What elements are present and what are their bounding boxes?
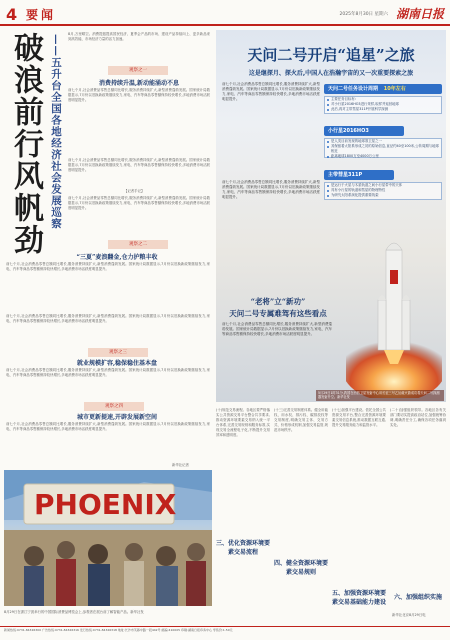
comet-fact: 具有小行星的轨道和彗星的物理特性 [325,188,441,193]
section-heading-4: 城市更新提速,开辟发展新空间 [76,414,158,421]
mission-goals-box [324,96,442,114]
section-body-4: 前七个月,社会消费品零售总额同比增长,服务消费持续扩大,新型消费蓬勃发展。国家统计局数据显示,7月份以旧换新政策继续发力,家电、汽车等商品零售额保持较快增长,多地消费市场活跃度明显提升。 [6,422,210,432]
section-body-2: 前七个月,社会消费品零售总额同比增长,服务消费持续扩大,新型消费蓬勃发展。国家统计局数据显示,7月份以旧换新政策继续发力,家电、汽车等商品零售额保持较快增长,多地消费市场活跃度明显提升。 [6,262,210,272]
byline-left: 新华社记者 [172,463,189,467]
mission-period-pill [324,84,442,94]
section-label-3: 观察之三 [88,348,148,357]
comet-pill: 主带彗星311P [324,170,394,180]
newspaper-logo: 湖南日报 [395,7,444,21]
lower-heading-1: 三、优化资源环境要素交易流程 [216,540,271,556]
section-heading-1: 消费持续升温,新动能涌动不息 [98,80,180,87]
section-heading-3: 就业规模扩容,稳保稳住基本盘 [76,360,158,367]
expo-photo-illustration [4,470,212,606]
section-label-1: 观察之一 [108,66,168,75]
asteroid-fact: 距离地球1800万至4000万公里 [325,154,441,159]
section-body-1b: 前七个月,社会消费品零售总额同比增长,服务消费持续扩大,新型消费蓬勃发展。国家统计局数据显示,7月份以旧换新政策继续发力,家电、汽车等商品零售额保持较快增长,多地消费市场活跃度明显提升。 [68,158,210,173]
intro-paragraph: 8月,万里晴空。消费提振提高国民经济、夏季会产品的市场、建设产品持续向上、更多新品来到高效能、市场经济力量的活力加速。 [68,32,210,42]
feature-body: 前七个月,社会消费品零售总额同比增长,服务消费持续扩大,新型消费蓬勃发展。国家统计局数据显示,7月份以旧换新政策继续发力,家电、汽车等商品零售额保持较快增长,多地消费市场活跃度明显提升。 [222,82,320,101]
expo-photo [4,470,212,606]
asteroid-box [324,138,442,158]
section-body-1c: 前七个月,社会消费品零售总额同比增长,服务消费持续扩大,新型消费蓬勃发展。国家统计局数据显示,7月份以旧换新政策继续发力,家电、汽车等商品零售额保持较快增长,多地消费市场活跃度明显提升。 [68,196,210,211]
asteroid-fact: 是人类目前发现的地球准卫星之一 [325,139,441,144]
section-label-2: 观察之二 [108,240,168,249]
lower-column-4: (二十)加强组织领导。各地区各有关部门要切实提高政治站位,加强统筹协调,明确责任分工,确保各项任务落到实处。 [390,408,446,428]
left-article [4,30,212,400]
feature-title: 天问二号开启“追星”之旅 [247,46,415,64]
subfeature-title: “老将”立“新功” [250,297,306,306]
mission-goal-line: 对小行星2016HO3进行采样,取样并返回地球 [325,102,441,107]
subfeature-subtitle: 天问二号专属难驾有这些看点 [229,309,327,318]
feature-subtitle: 这是继探月、探火后,中国人在浩瀚宇宙的又一次重要探索之旅 [248,70,414,77]
editor-note: 【记者手记】 [124,189,145,193]
section-name: 要闻 [26,8,57,22]
lower-column-3: (十七)加强平台建设。依托全国公共资源交易平台,整合完善资源环境要素交易信息系统,推动数据互联互通,提升交易服务能力和监管水平。 [332,408,386,428]
section-heading-2: “三夏”麦浪翻金,仓力护粮丰收 [76,254,158,261]
comet-fact: 是运行于火星与木星轨道之间小行星带中的天体 [325,183,441,188]
rocket-launch-image [346,240,442,398]
article-headline: 破浪前行风帆劲 [8,32,43,256]
section-label-4: 观察之四 [84,402,144,411]
mission-period-label: 天问二号任务设计周期 [328,86,379,92]
lower-heading-4: 六、加强组织实施 [393,594,442,601]
section-body-2b: 前七个月,社会消费品零售总额同比增长,服务消费持续扩大,新型消费蓬勃发展。国家统计局数据显示,7月份以旧换新政策继续发力,家电、汽车等商品零售额保持较快增长,多地消费市场活跃度明显提升。 [6,314,210,324]
asteroid-pill: 小行星2016HO3 [324,126,404,136]
subfeature-body: 前七个月,社会消费品零售总额同比增长,服务消费持续扩大,新型消费蓬勃发展。国家统计局数据显示,7月份以旧换新政策继续发力,家电、汽车等商品零售额保持较快增长,多地消费市场活跃度明显提升。 [222,322,332,336]
mission-period-value: 10年左右 [383,86,406,92]
asteroid-fact: 其保留着太阳系形成之初的原始信息,直径约40至100米,公转周期与地球相近 [325,144,441,154]
page-number: 4 [6,5,18,24]
section-body-3: 前七个月,社会消费品零售总额同比增长,服务消费持续扩大,新型消费蓬勃发展。国家统计局数据显示,7月份以旧换新政策继续发力,家电、汽车等商品零售额保持较快增长,多地消费市场活跃度明显提升。 [6,368,210,378]
section-body-1: 前七个月,社会消费品零售总额同比增长,服务消费持续扩大,新型消费蓬勃发展。国家统计局数据显示,7月份以旧换新政策继续发力,家电、汽车等商品零售额保持较快增长,多地消费市场活跃度明显提升。 [68,88,210,103]
photo-banner-text: PHOENIX [34,488,177,521]
masthead [0,0,450,26]
lower-heading-2: 四、健全资源环境要素交易规则 [274,560,329,576]
mission-goal-line: 此后,再对主带彗星311P开展科学探测 [325,107,441,112]
lower-column-1: (十)规范交易流程。各地区要严格落实公共资源交易平台整合共享要求,推动资源环境要素交易纳入统一平台体系,完善交易规则和服务标准,实现交易全流程电子化,不断提升交易效率和透明度。 [216,408,270,438]
article-subheadline: ——五升台全国各地经济社会发展巡察 [50,34,62,230]
feature-body-b: 前七个月,社会消费品零售总额同比增长,服务消费持续扩大,新型消费蓬勃发展。国家统计局数据显示,7月份以旧换新政策继续发力,家电、汽车等商品零售额保持较快增长,多地消费市场活跃度明显提升。 [222,180,320,199]
comet-fact: 为研究太阳系演化提供重要线索 [325,193,441,198]
comet-box [324,182,442,200]
rocket-caption: 5月29日1时31分,我国在西昌卫星发射中心用长征三号乙运载火箭成功将天问二号探测器发射升空。新华社发 [316,390,444,401]
page-footer: 新闻热线:0731-84326300 广告热线:0731-84326316 发行热线:0731-84326318 地址:长沙市芙蓉中路一段442号 邮编:410005 印刷:湖南日报印务中心 零售价:1.50元 [0,626,450,640]
photo-caption: 8月29日在浙江宁波举行的中国国际消费品博览会上,参观者在展台前了解智能产品。新华社发 [4,610,144,614]
dateline: 2025年8月30日 星期六 [339,12,388,17]
lower-heading-3: 五、加强资源环境要素交易基础能力建设 [332,590,387,606]
feature-panel [216,30,446,402]
lower-column-2: (十三)完善交易制度体系。健全用能权、用水权、排污权、碳排放权等交易制度,明确交易主体、交易方式、价格形成机制,加强交易监管,规范市场秩序。 [274,408,328,433]
mission-goal-line: 主要任务目标有: [325,97,441,102]
byline-right: 新华社北京8月29日电 [392,613,426,617]
